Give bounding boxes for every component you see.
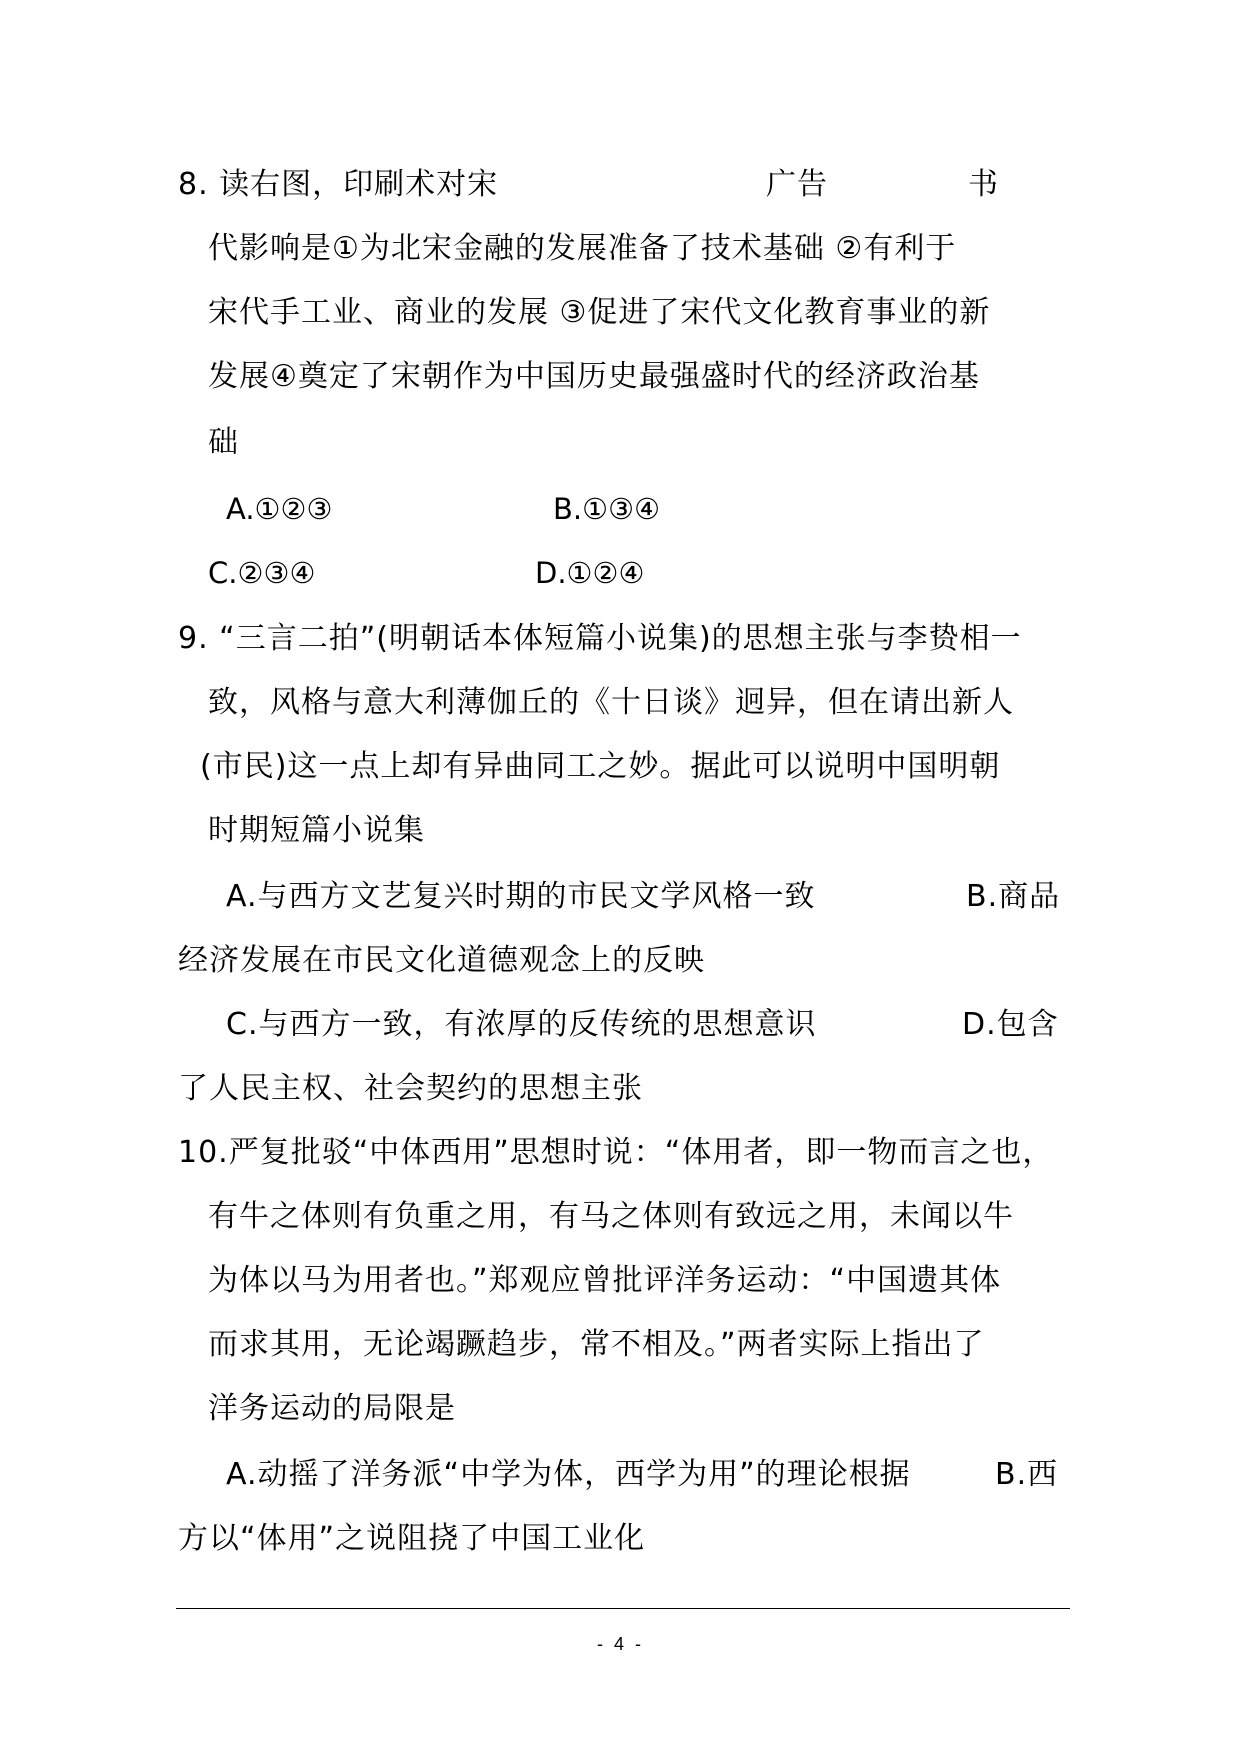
q10-line-4: 而求其用，无论竭蹶趋步，常不相及。”两者实际上指出了 [208,1327,985,1362]
q9-option-b: B.商品 [966,879,1061,914]
q8-line-1-fragment-book: 书 [968,167,999,202]
q10-option-a: A.动摇了洋务派“中学为体，西学为用”的理论根据 [226,1457,911,1492]
q9-line-4: 时期短篇小说集 [208,813,425,848]
q8-line-2: 代影响是①为北宋金融的发展准备了技术基础 ②有利于 [208,231,957,266]
q10-line-2: 有牛之体则有负重之用，有马之体则有致远之用，未闻以牛 [208,1199,1014,1234]
q8-line-1-fragment-ad: 广告 [766,167,828,202]
q9-line-1: 9. “三言二拍”(明朝话本体短篇小说集)的思想主张与李贽相一 [178,621,1022,656]
q8-option-a: A.①②③ [226,492,333,526]
q9-line-3: (市民)这一点上却有异曲同工之妙。据此可以说明中国明朝 [200,749,1001,784]
q8-line-5: 础 [208,425,239,460]
q9-option-b-continued: 经济发展在市民文化道德观念上的反映 [178,943,705,978]
q9-option-a: A.与西方文艺复兴时期的市民文学风格一致 [226,879,816,914]
q10-option-b: B.西 [995,1457,1059,1492]
q8-option-b: B.①③④ [553,492,661,526]
q8-option-c: C.②③④ [208,556,316,590]
q8-line-3: 宋代手工业、商业的发展 ③促进了宋代文化教育事业的新 [208,295,991,330]
q10-line-5: 洋务运动的局限是 [208,1391,456,1426]
q8-option-d: D.①②④ [535,556,645,590]
q9-line-2: 致，风格与意大利薄伽丘的《十日谈》迥异，但在请出新人 [208,685,1014,720]
q9-option-d: D.包含 [962,1007,1059,1042]
footer-divider [176,1608,1070,1609]
page-number: - 4 - [596,1634,644,1654]
q10-line-1: 10.严复批驳“中体西用”思想时说：“体用者，即一物而言之也， [178,1135,1054,1170]
q8-line-1: 8. 读右图，印刷术对宋 [178,167,499,202]
q9-option-c: C.与西方一致，有浓厚的反传统的思想意识 [226,1007,817,1042]
q9-option-d-continued: 了人民主权、社会契约的思想主张 [178,1071,643,1106]
q8-line-4: 发展④奠定了宋朝作为中国历史最强盛时代的经济政治基 [208,359,980,394]
q10-option-b-continued: 方以“体用”之说阻挠了中国工业化 [178,1521,646,1556]
q10-line-3: 为体以马为用者也。”郑观应曾批评洋务运动：“中国遗其体 [208,1263,1002,1298]
